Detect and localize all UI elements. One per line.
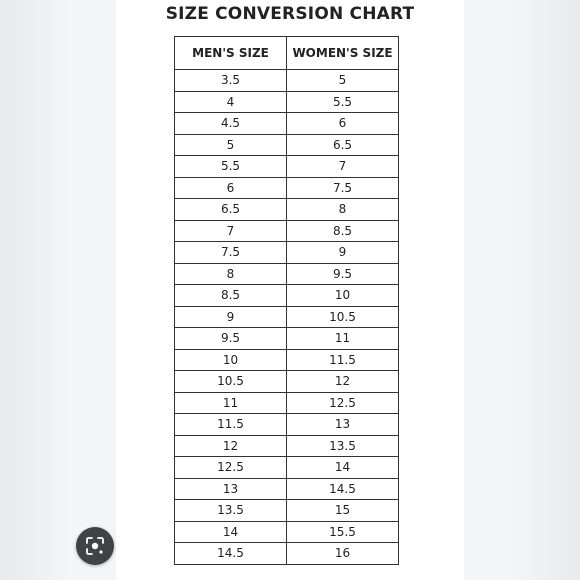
- womens-size-cell: 5.5: [287, 91, 399, 113]
- mens-size-cell: 11.5: [175, 414, 287, 436]
- womens-size-cell: 14.5: [287, 478, 399, 500]
- table-row: [175, 70, 399, 92]
- womens-size-cell: 6: [287, 113, 399, 135]
- womens-size-cell: 7.5: [287, 177, 399, 199]
- table-row: [175, 500, 399, 522]
- table-row: [175, 349, 399, 371]
- mens-size-cell: 13: [175, 478, 287, 500]
- mens-size-cell: 9: [175, 306, 287, 328]
- table-row: [175, 113, 399, 135]
- size-chart-image: [116, 0, 464, 580]
- mens-size-cell: 11: [175, 392, 287, 414]
- mens-size-cell: 8.5: [175, 285, 287, 307]
- mens-size-cell: 10.5: [175, 371, 287, 393]
- womens-size-cell: 8: [287, 199, 399, 221]
- mens-size-cell: 13.5: [175, 500, 287, 522]
- mens-size-cell: 6.5: [175, 199, 287, 221]
- table-row: [175, 306, 399, 328]
- size-conversion-table: [174, 36, 399, 565]
- table-row: [175, 220, 399, 242]
- mens-size-cell: 14.5: [175, 543, 287, 565]
- table-row: [175, 414, 399, 436]
- chart-title: SIZE CONVERSION CHART: [165, 4, 415, 24]
- womens-size-cell: 11: [287, 328, 399, 350]
- table-row: [175, 91, 399, 113]
- table-header-row: [175, 37, 399, 70]
- womens-size-cell: 12.5: [287, 392, 399, 414]
- womens-size-cell: 15: [287, 500, 399, 522]
- womens-size-cell: 9.5: [287, 263, 399, 285]
- womens-size-cell: 7: [287, 156, 399, 178]
- womens-size-cell: 15.5: [287, 521, 399, 543]
- table-row: [175, 156, 399, 178]
- table-body: [175, 70, 399, 565]
- table-row: [175, 457, 399, 479]
- table-row: [175, 478, 399, 500]
- womens-size-cell: 11.5: [287, 349, 399, 371]
- mens-size-cell: 7.5: [175, 242, 287, 264]
- table-row: [175, 199, 399, 221]
- table-row: [175, 263, 399, 285]
- womens-size-cell: 10.5: [287, 306, 399, 328]
- womens-size-cell: 9: [287, 242, 399, 264]
- mens-size-cell: 10: [175, 349, 287, 371]
- womens-size-cell: 13: [287, 414, 399, 436]
- mens-size-cell: 5.5: [175, 156, 287, 178]
- table-row: [175, 134, 399, 156]
- table-row: [175, 177, 399, 199]
- mens-size-cell: 6: [175, 177, 287, 199]
- mens-size-cell: 9.5: [175, 328, 287, 350]
- womens-size-header: WOMEN'S SIZE: [287, 37, 399, 70]
- womens-size-cell: 12: [287, 371, 399, 393]
- visual-search-icon: [85, 536, 105, 556]
- table-row: [175, 543, 399, 565]
- table-row: [175, 242, 399, 264]
- mens-size-cell: 3.5: [175, 70, 287, 92]
- mens-size-cell: 12.5: [175, 457, 287, 479]
- table-row: [175, 435, 399, 457]
- womens-size-cell: 16: [287, 543, 399, 565]
- womens-size-cell: 10: [287, 285, 399, 307]
- table-row: [175, 371, 399, 393]
- table-row: [175, 392, 399, 414]
- womens-size-cell: 14: [287, 457, 399, 479]
- table-row: [175, 285, 399, 307]
- table-row: [175, 521, 399, 543]
- womens-size-cell: 6.5: [287, 134, 399, 156]
- table-row: [175, 328, 399, 350]
- visual-search-button[interactable]: [76, 527, 114, 565]
- mens-size-cell: 7: [175, 220, 287, 242]
- mens-size-cell: 4: [175, 91, 287, 113]
- mens-size-cell: 5: [175, 134, 287, 156]
- mens-size-cell: 8: [175, 263, 287, 285]
- womens-size-cell: 13.5: [287, 435, 399, 457]
- mens-size-cell: 14: [175, 521, 287, 543]
- mens-size-cell: 4.5: [175, 113, 287, 135]
- womens-size-cell: 5: [287, 70, 399, 92]
- womens-size-cell: 8.5: [287, 220, 399, 242]
- mens-size-cell: 12: [175, 435, 287, 457]
- mens-size-header: MEN'S SIZE: [175, 37, 287, 70]
